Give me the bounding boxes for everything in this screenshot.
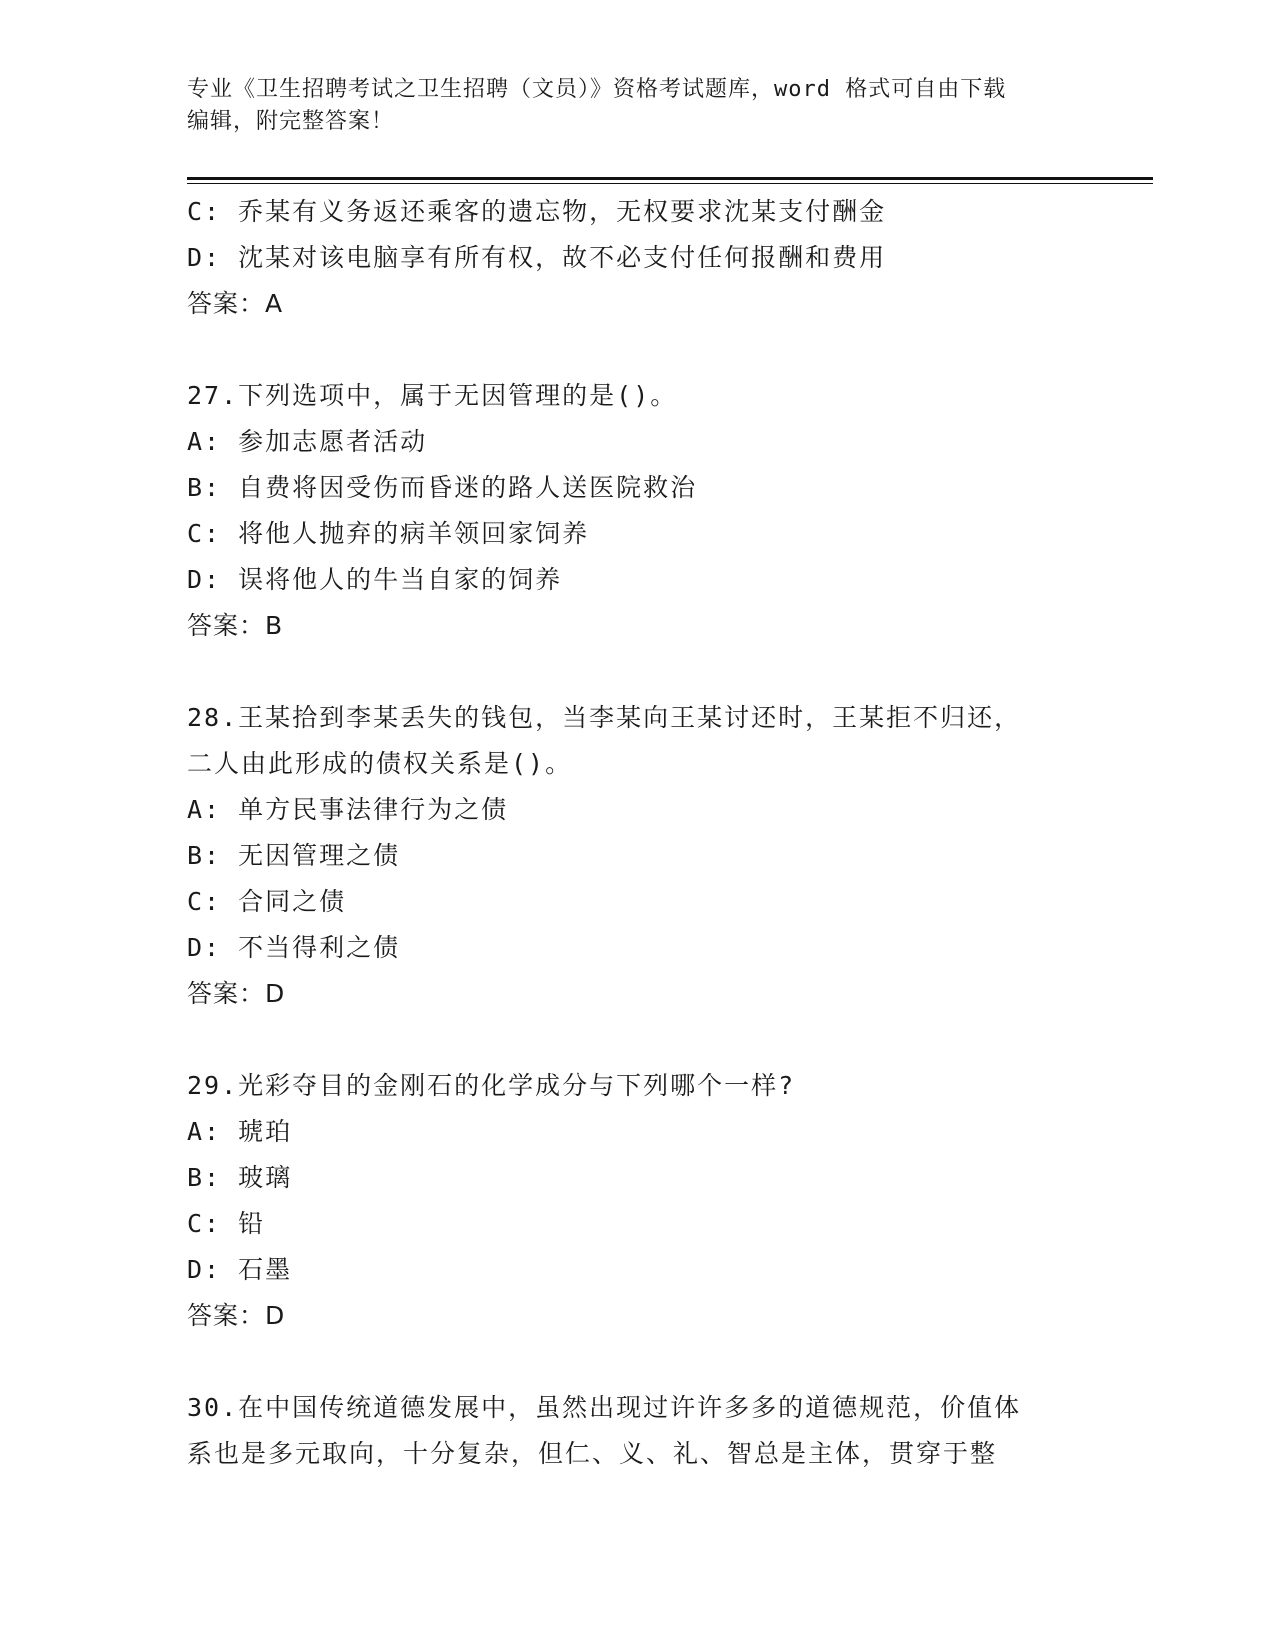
- answer-label: 答案：D: [187, 1301, 286, 1330]
- answer-label: 答案：B: [187, 611, 284, 640]
- question-text-line-1: 30.在中国传统道德发展中，虽然出现过许许多多的道德规范，价值体: [187, 1393, 1022, 1422]
- option-a: A: 琥珀: [187, 1117, 293, 1146]
- option-c: C: 铅: [187, 1209, 266, 1238]
- header-rule-thin: [187, 183, 1153, 184]
- question-text-line-2: 系也是多元取向，十分复杂，但仁、义、礼、智总是主体，贯穿于整: [187, 1439, 998, 1468]
- option-b: B: 玻璃: [187, 1163, 293, 1192]
- question-26-tail: [187, 189, 1087, 327]
- header-line-1: 专业《卫生招聘考试之卫生招聘（文员）》资格考试题库，word 格式可自由下载: [187, 77, 1007, 102]
- question-text-line-2: 二人由此形成的债权关系是()。: [187, 749, 573, 778]
- question-text: 27.下列选项中，属于无因管理的是()。: [187, 381, 678, 410]
- option-d: D: 不当得利之债: [187, 933, 401, 962]
- option-d: D: 石墨: [187, 1255, 293, 1284]
- header-rule-thick: [187, 177, 1153, 180]
- option-c: C: 将他人抛弃的病羊领回家饲养: [187, 519, 590, 548]
- spacer: [187, 1017, 1087, 1063]
- option-b: B: 自费将因受伤而昏迷的路人送医院救治: [187, 473, 698, 502]
- answer-label: 答案：D: [187, 979, 286, 1008]
- option-c: C: 乔某有义务返还乘客的遗忘物，无权要求沈某支付酬金: [187, 197, 887, 226]
- header-line-2: 编辑，附完整答案！: [187, 109, 395, 134]
- question-28: [187, 695, 1087, 1017]
- question-29: [187, 1063, 1087, 1339]
- document-header: [187, 74, 1067, 138]
- spacer: [187, 1339, 1087, 1385]
- spacer: [187, 327, 1087, 373]
- question-text-line-1: 28.王某拾到李某丢失的钱包，当李某向王某讨还时，王某拒不归还，: [187, 703, 1022, 732]
- question-30: [187, 1385, 1087, 1477]
- question-27: [187, 373, 1087, 649]
- option-a: A: 参加志愿者活动: [187, 427, 428, 456]
- answer-label: 答案：A: [187, 289, 284, 318]
- option-c: C: 合同之债: [187, 887, 347, 916]
- option-d: D: 误将他人的牛当自家的饲养: [187, 565, 563, 594]
- option-b: B: 无因管理之债: [187, 841, 401, 870]
- option-a: A: 单方民事法律行为之债: [187, 795, 509, 824]
- question-list: [187, 189, 1087, 1477]
- question-text: 29.光彩夺目的金刚石的化学成分与下列哪个一样?: [187, 1071, 796, 1100]
- option-d: D: 沈某对该电脑享有所有权，故不必支付任何报酬和费用: [187, 243, 887, 272]
- spacer: [187, 649, 1087, 695]
